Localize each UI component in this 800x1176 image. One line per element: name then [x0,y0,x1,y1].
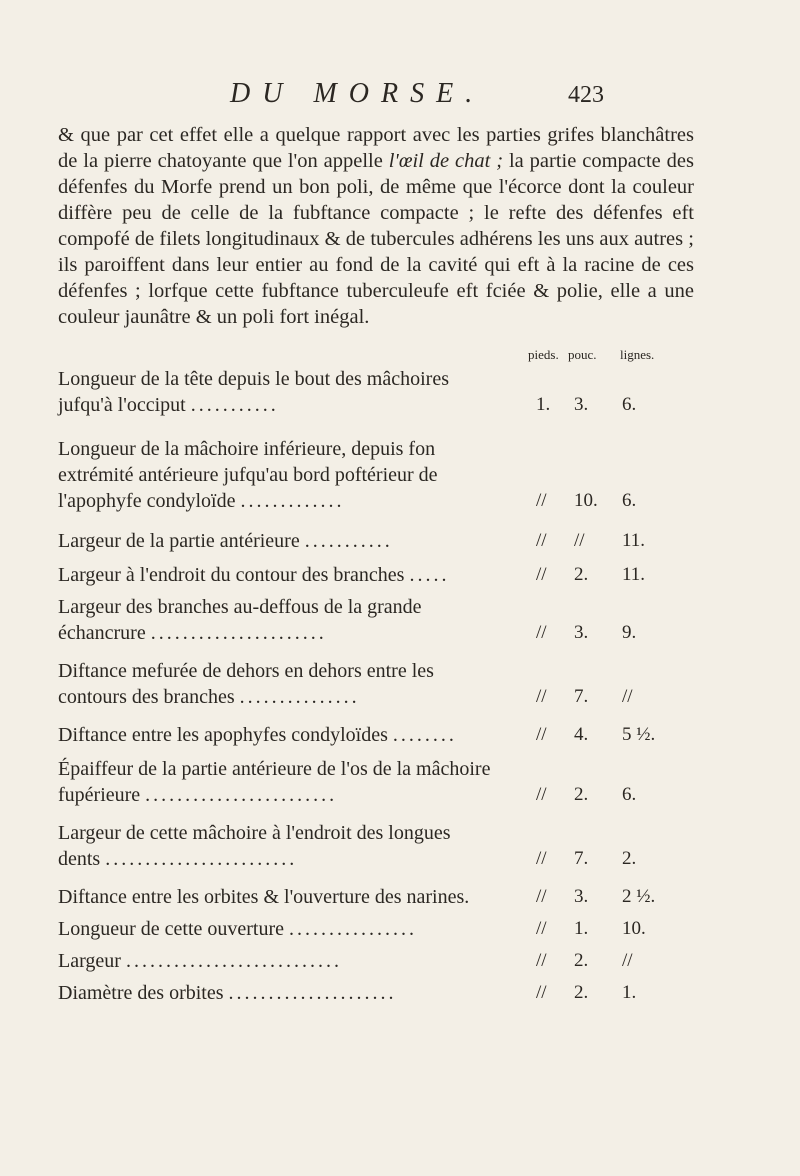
value-lignes: 5 ½. [622,724,656,745]
measurement-label [58,980,492,1006]
value-lignes: 11. [622,530,646,551]
value-pieds: // [536,490,547,511]
leader-dots: ............. [240,490,345,512]
leader-dots: ..................... [228,982,397,1004]
value-pouces: 2. [574,564,589,585]
value-pieds: // [536,886,547,907]
leader-dots: ................ [289,918,418,940]
value-pouces: 7. [574,686,589,707]
value-pouces: 3. [574,394,589,415]
measurement-label-text: Largeur à l'endroit du contour des branches [58,564,405,586]
measurement-label [58,756,492,808]
measurement-table [58,366,758,1006]
leader-dots: ........................... [125,950,342,972]
value-pieds: // [536,564,547,585]
measurement-row [58,980,758,1006]
value-pouces: 3. [574,622,589,643]
paragraph-text: & que par cet effet elle a quelque rapport avec les parties grifes blanchâtres de la pierre chatoyante que l'on appelle [58,124,694,172]
value-lignes: 1. [622,982,637,1003]
value-pouces: 2. [574,950,589,971]
value-pieds: // [536,724,547,745]
measurement-label-text: Diftance entre les apophyfes condyloïdes [58,724,388,746]
column-header-lignes: lignes. [620,347,655,362]
value-lignes: 6. [622,784,637,805]
measurement-label [58,948,492,974]
measurement-row [58,948,758,974]
leader-dots: ...................... [150,622,327,644]
measurement-row [58,916,758,942]
body-paragraph [58,122,694,330]
measurement-row [58,820,758,872]
measurement-label [58,594,492,646]
value-lignes: 11. [622,564,646,585]
measurement-row [58,436,758,514]
value-pieds: // [536,848,547,869]
leader-dots: ........... [304,530,393,552]
running-title: DU MORSE. [230,78,485,109]
measurement-label-text: Épaiffeur de la partie antérieure de l'os de la mâchoire fupérieure [58,758,491,806]
value-lignes: 6. [622,490,637,511]
measurement-label [58,436,492,514]
leader-dots: ........... [190,394,279,416]
measurement-label-text: Largeur des branches au-deffous de la grande échancrure [58,596,422,644]
measurement-label-text: Longueur de la mâchoire inférieure, depuis fon extrémité antérieure jufqu'au bord poftérieur de l'apophyfe condyloïde [58,438,438,512]
leader-dots: ........ [392,724,457,746]
value-lignes: // [622,950,633,971]
measurement-label [58,722,492,748]
measurement-row [58,658,758,710]
value-pouces: 10. [574,490,598,511]
leader-dots: ........................ [145,784,338,806]
value-lignes: // [622,686,633,707]
measurement-row [58,528,758,554]
value-pieds: // [536,982,547,1003]
measurement-label-text: Diamètre des orbites [58,982,224,1004]
measurement-row [58,562,758,588]
measurement-row [58,884,758,910]
measurement-label [58,884,492,910]
measurement-label [58,562,492,588]
leader-dots: ........................ [105,848,298,870]
measurement-label-text: Longueur de cette ouverture [58,918,285,940]
page-header [0,74,800,114]
value-pouces: // [574,530,585,551]
measurement-row [58,722,758,748]
measurement-label [58,528,492,554]
measurement-row [58,756,758,808]
measurement-label [58,916,492,942]
value-pieds: // [536,950,547,971]
measurement-label-text: Diftance mefurée de dehors en dehors entre les contours des branches [58,660,434,708]
leader-dots: ............... [239,686,360,708]
value-lignes: 2 ½. [622,886,656,907]
paragraph-text: la partie compacte des défenfes du Morfe prend un bon poli, de même que l'écorce dont la couleur diffère peu de celle de la fubftance compacte ; le refte des défenfes eft compofé de filets longitudinaux & de tubercules adhérens les uns aux autres ; ils paroiffent dans leur entier au fond de la cavité qui eft à la racine de ces défenfes ; lorfque cette fubftance tuberculeufe eft fciée & polie, elle a une couleur jaunâtre & un poli fort inégal. [58,150,694,328]
value-lignes: 6. [622,394,637,415]
column-header-pouces: pouc. [568,347,597,362]
value-pouces: 1. [574,918,589,939]
measurement-label-text: Largeur de la partie antérieure [58,530,300,552]
value-pouces: 2. [574,784,589,805]
page-number: 423 [568,82,604,108]
value-pieds: // [536,686,547,707]
leader-dots: ..... [409,564,450,586]
value-lignes: 2. [622,848,637,869]
measurement-label [58,820,492,872]
value-pieds: 1. [536,394,551,415]
value-pieds: // [536,622,547,643]
measurement-label-text: Largeur [58,950,121,972]
measurement-row [58,366,758,418]
measurement-row [58,594,758,646]
value-pieds: // [536,918,547,939]
value-pouces: 3. [574,886,589,907]
column-header-pieds: pieds. [528,347,559,362]
value-pieds: // [536,784,547,805]
value-lignes: 10. [622,918,646,939]
value-pieds: // [536,530,547,551]
value-pouces: 7. [574,848,589,869]
measurement-label-text: Diftance entre les orbites & l'ouverture des narines. [58,886,470,908]
paragraph-italic-term: l'œil de chat ; [388,150,504,172]
measurement-label-text: Longueur de la tête depuis le bout des mâchoires jufqu'à l'occiput [58,368,449,416]
value-lignes: 9. [622,622,637,643]
measurement-label [58,658,492,710]
value-pouces: 2. [574,982,589,1003]
measurement-label [58,366,492,418]
measurement-label-text: Largeur de cette mâchoire à l'endroit des longues dents [58,822,451,870]
value-pouces: 4. [574,724,589,745]
